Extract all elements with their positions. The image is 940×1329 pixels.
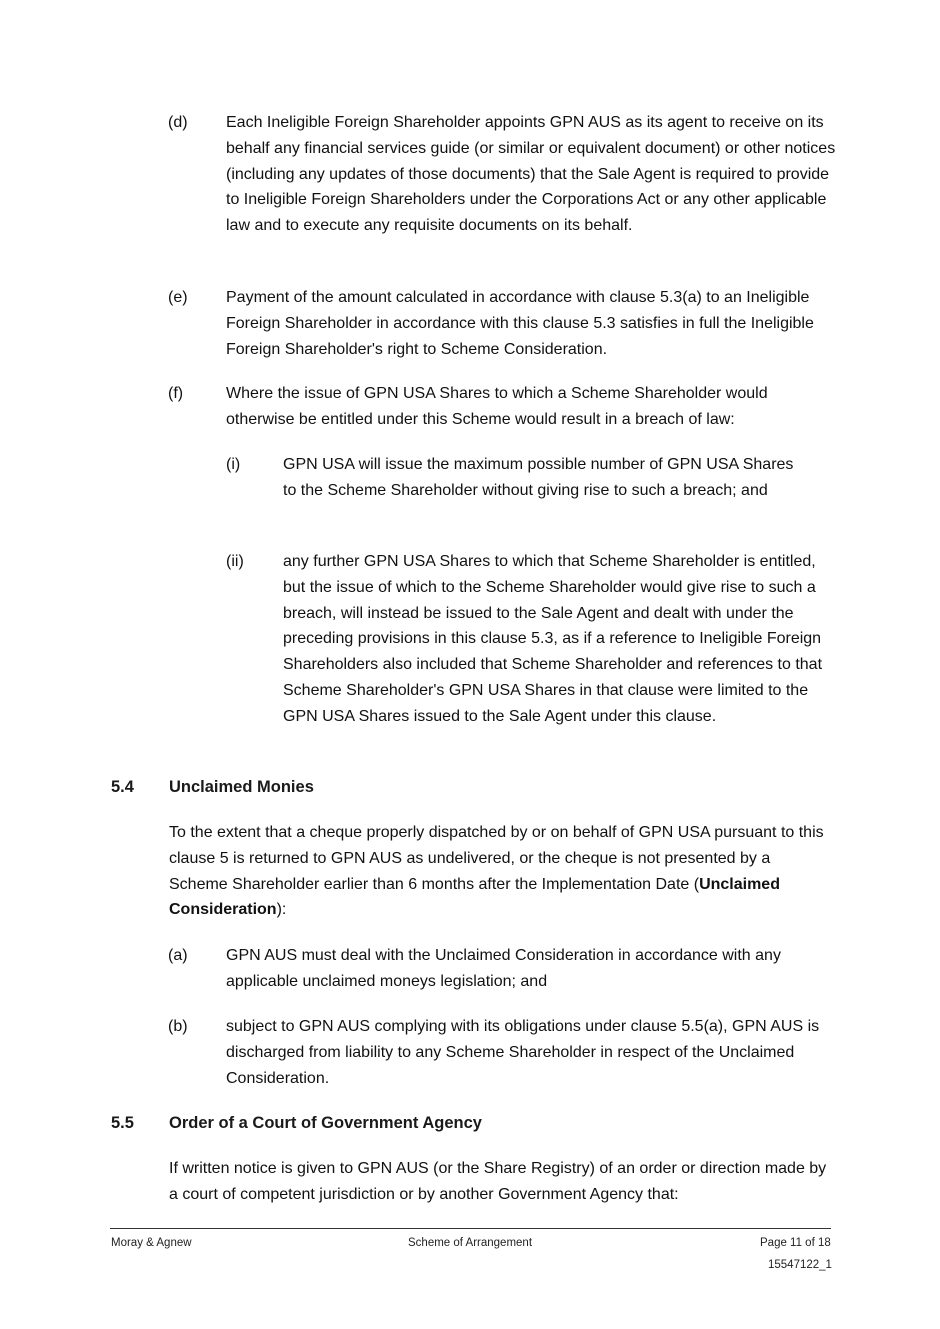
footer-document-title: Scheme of Arrangement [408,1237,533,1249]
section-5-4-intro-text: To the extent that a cheque properly dispatched by or on behalf of GPN USA pursuant to this clause 5 is returned to GPN AUS as undelivered, or the cheque is not presented by a Scheme Shareholder earlier than 6 months after the Implementation Date ( [169,824,824,893]
clause-5-4-a-text: GPN AUS must deal with the Unclaimed Consideration in accordance with any applicable unclaimed moneys legislation; and [226,947,781,990]
clause-f-i-label: (i) [226,456,241,473]
clause-5-4-b-label: (b) [168,1018,188,1035]
section-5-4-title: Unclaimed Monies [169,778,314,796]
clause-e-text: Payment of the amount calculated in accordance with clause 5.3(a) to an Ineligible Foreign Shareholder in accordance with this clause 5.3 satisfies in full the Ineligible Foreign Shareholder's right to Scheme Consideration. [226,289,814,358]
footer-page-number: Page 11 of 18 [760,1237,831,1249]
section-5-5-intro: If written notice is given to GPN AUS (or the Share Registry) of an order or direction made by a court of competent jurisdiction or by another Government Agency that: [169,1160,827,1203]
footer-divider [110,1228,831,1229]
clause-e-label: (e) [168,289,188,306]
clause-5-4-b-text: subject to GPN AUS complying with its obligations under clause 5.5(a), GPN AUS is discharged from liability to any Scheme Shareholder in respect of the Unclaimed Consideration. [226,1018,820,1087]
section-5-4-intro [169,820,831,923]
clause-f-label: (f) [168,385,184,402]
footer-document-id: 15547122_1 [768,1259,832,1271]
defined-term-unclaimed-consideration: Unclaimed Consideration [169,875,780,919]
section-5-4-intro-end: ): [276,901,287,919]
clause-f-text: Where the issue of GPN USA Shares to which a Scheme Shareholder would otherwise be entitled under this Scheme would result in a breach of law: [226,385,768,428]
section-5-4-number: 5.4 [111,778,134,796]
clause-f-ii-label: (ii) [226,553,244,570]
section-5-5-number: 5.5 [111,1114,134,1132]
clause-d-label: (d) [168,114,188,131]
clause-d-text: Each Ineligible Foreign Shareholder appoints GPN AUS as its agent to receive on its behalf any financial services guide (or similar or equivalent document) or other notices (including any updates of those documents) that the Sale Agent is required to provide to Ineligible Foreign Shareholders under the Corporations Act or any other applicable law and to execute any requisite documents on its behalf. [226,114,836,235]
section-5-5-title: Order of a Court of Government Agency [169,1114,482,1132]
footer-firm-name: Moray & Agnew [111,1237,192,1249]
clause-f-ii-text: any further GPN USA Shares to which that Scheme Shareholder is entitled, but the issue of which to the Scheme Shareholder would give rise to such a breach, will instead be issued to the Sale Agent and dealt with under the preceding provisions in this clause 5.3, as if a reference to Ineligible Foreign Shareholders also included that Scheme Shareholder and references to that Scheme Shareholder's GPN USA Shares in that clause were limited to the GPN USA Shares issued to the Sale Agent under this clause. [283,553,823,725]
clause-f-i-text: GPN USA will issue the maximum possible number of GPN USA Shares to the Scheme Shareholder without giving rise to such a breach; and [283,456,794,499]
clause-5-4-a-label: (a) [168,947,188,964]
